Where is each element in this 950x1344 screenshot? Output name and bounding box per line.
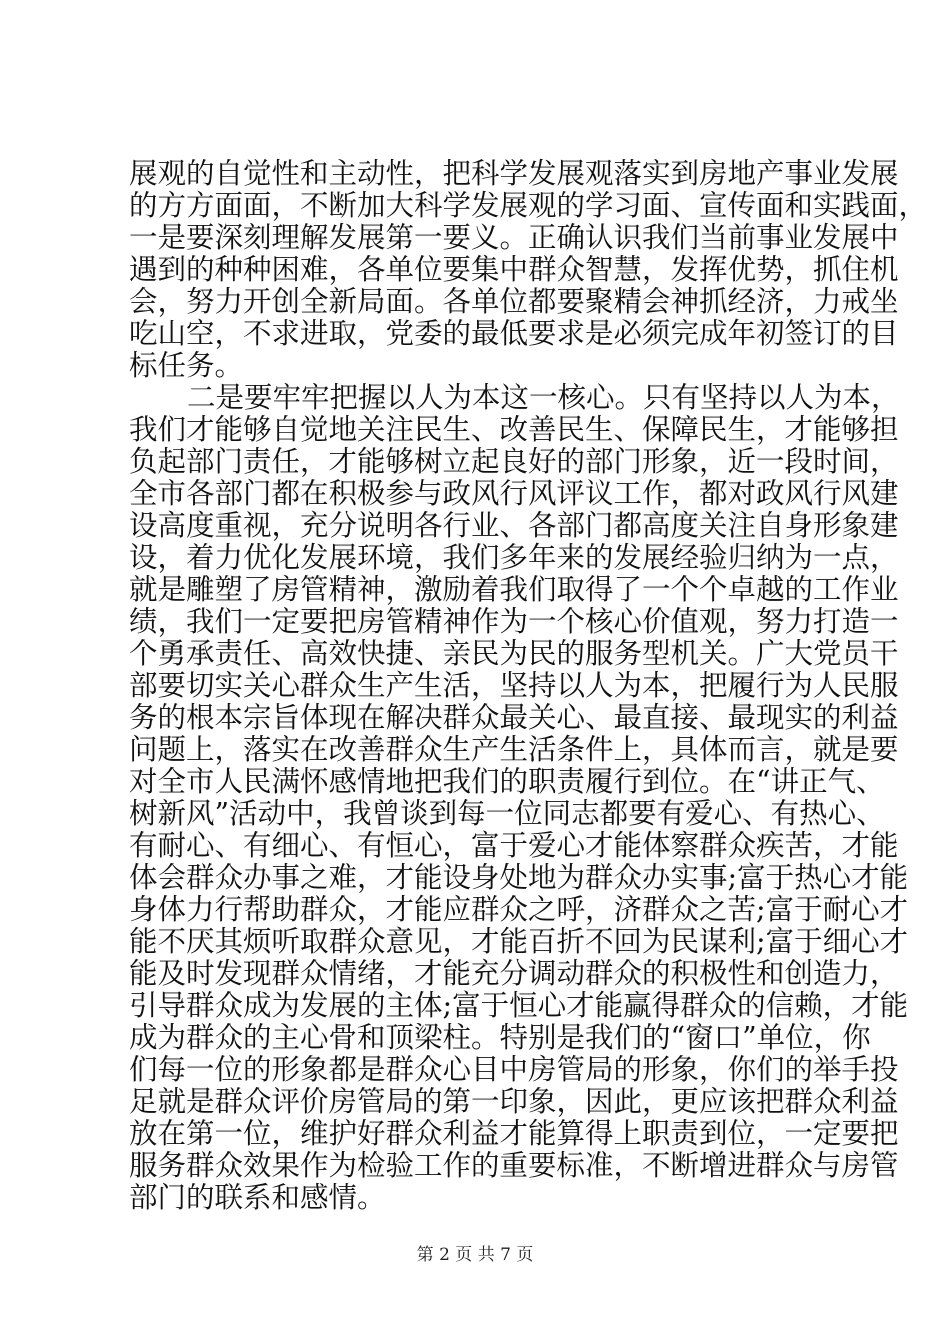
text-line: 个勇承责任、高效快捷、亲民为民的服务型机关。广大党员干 <box>129 637 899 670</box>
text-line: 吃山空，不求进取，党委的最低要求是必须完成年初签订的目 <box>129 317 899 350</box>
text-line: 树新风”活动中，我曾谈到每一位同志都要有爱心、有热心、 <box>129 797 885 830</box>
text-line: 设高度重视，充分说明各行业、各部门都高度关注自身形象建 <box>129 509 899 542</box>
text-line: 一是要深刻理解发展第一要义。正确认识我们当前事业发展中 <box>129 221 899 254</box>
text-line: 负起部门责任，才能够树立起良好的部门形象，近一段时间， <box>129 445 899 478</box>
document-body <box>129 157 928 1214</box>
text-line: 放在第一位，维护好群众利益才能算得上职责到位，一定要把 <box>129 1117 899 1150</box>
text-line: 展观的自觉性和主动性，把科学发展观落实到房地产事业发展 <box>129 157 899 190</box>
text-line: 设，着力优化发展环境，我们多年来的发展经验归纳为一点， <box>129 541 899 574</box>
text-line: 身体力行帮助群众，才能应群众之呼，济群众之苦;富于耐心才 <box>129 893 909 926</box>
text-line: 的方方面面，不断加大科学发展观的学习面、宣传面和实践面， <box>129 189 928 222</box>
text-line: 能不厌其烦听取群众意见，才能百折不回为民谋利;富于细心才 <box>129 925 909 958</box>
text-line: 我们才能够自觉地关注民生、改善民生、保障民生，才能够担 <box>129 413 899 446</box>
text-line: 能及时发现群众情绪，才能充分调动群众的积极性和创造力， <box>129 957 899 990</box>
text-line: 会，努力开创全新局面。各单位都要聚精会神抓经济，力戒坐 <box>129 285 899 318</box>
text-line: 务的根本宗旨体现在解决群众最关心、最直接、最现实的利益 <box>129 701 899 734</box>
text-line: 体会群众办事之难，才能设身处地为群众办实事;富于热心才能 <box>129 861 909 894</box>
text-line: 对全市人民满怀感情地把我们的职责履行到位。在“讲正气、 <box>129 765 885 798</box>
text-line: 全市各部门都在积极参与政风行风评议工作，都对政风行风建 <box>129 477 899 510</box>
text-line: 服务群众效果作为检验工作的重要标准，不断增进群众与房管 <box>129 1149 899 1182</box>
page-footer: 第 2 页 共 7 页 <box>416 1245 534 1265</box>
text-line: 绩，我们一定要把房管精神作为一个核心价值观，努力打造一 <box>129 605 899 638</box>
text-line: 遇到的种种困难，各单位要集中群众智慧，发挥优势，抓住机 <box>129 253 899 286</box>
text-line: 引导群众成为发展的主体;富于恒心才能赢得群众的信赖，才能 <box>129 989 909 1022</box>
text-line: 就是雕塑了房管精神，激励着我们取得了一个个卓越的工作业 <box>129 573 899 606</box>
text-line: 有耐心、有细心、有恒心，富于爱心才能体察群众疾苦，才能 <box>129 829 899 862</box>
text-line: 们每一位的形象都是群众心目中房管局的形象，你们的举手投 <box>129 1053 899 1086</box>
text-line: 标任务。 <box>129 349 244 382</box>
paragraph <box>129 381 909 1214</box>
text-line: 成为群众的主心骨和顶梁柱。特别是我们的“窗口”单位，你 <box>129 1021 871 1054</box>
text-line: 问题上，落实在改善群众生产生活条件上，具体而言，就是要 <box>129 733 899 766</box>
text-line: 足就是群众评价房管局的第一印象，因此，更应该把群众利益 <box>129 1085 899 1118</box>
text-line: 二是要牢牢把握以人为本这一核心。只有坚持以人为本， <box>187 381 900 414</box>
text-line: 部门的联系和感情。 <box>129 1181 386 1214</box>
text-line: 部要切实关心群众生产生活，坚持以人为本，把履行为人民服 <box>129 669 899 702</box>
paragraph <box>129 157 928 382</box>
